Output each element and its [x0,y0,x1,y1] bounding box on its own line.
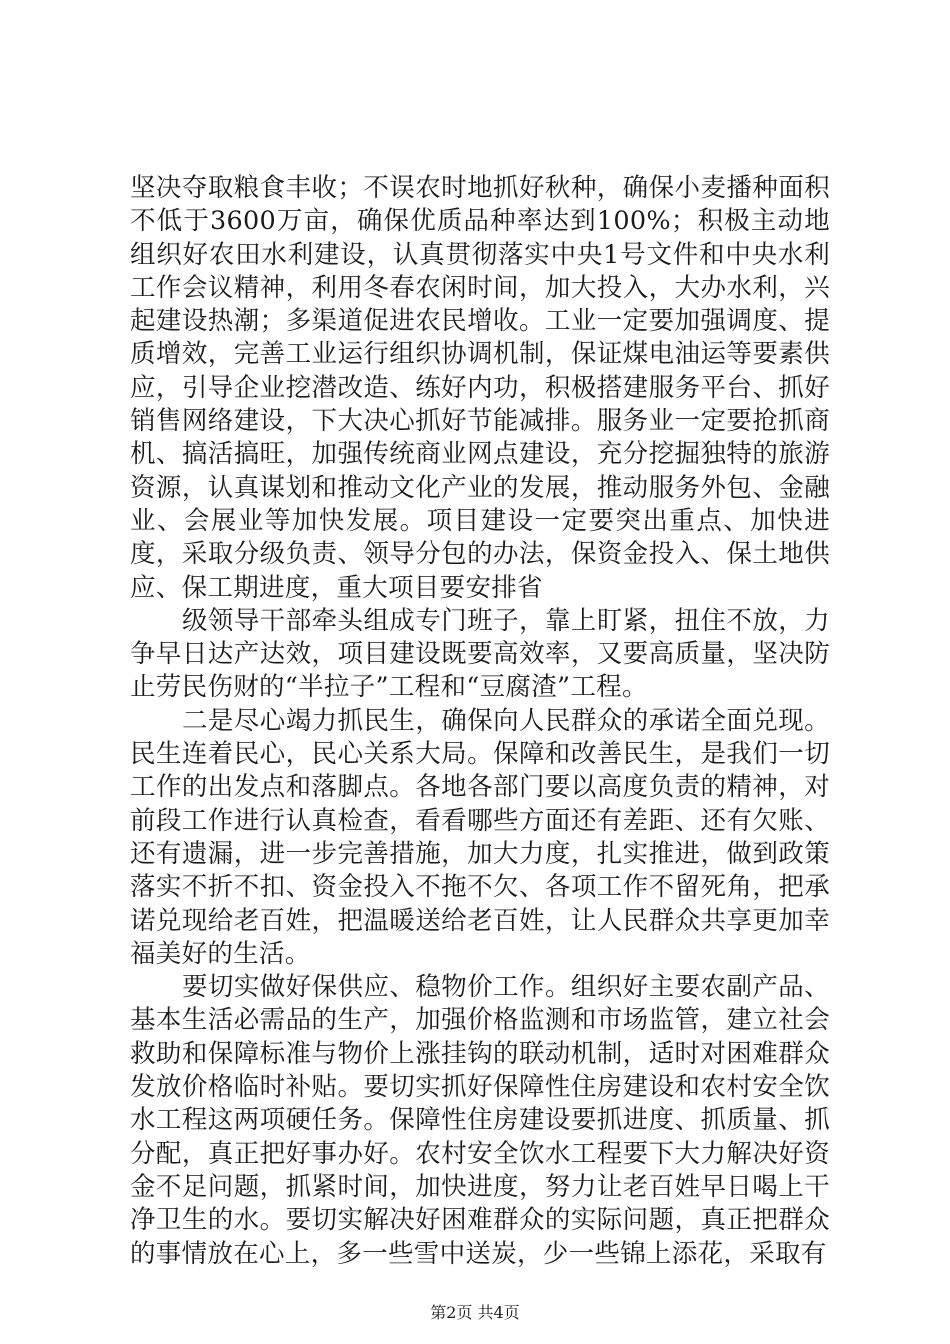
paragraph-1: 坚决夺取粮食丰收；不误农时地抓好秋种，确保小麦播种面积不低于3600万亩，确保优质品种率达到100%；积极主动地组织好农田水利建设，认真贯彻落实中央1号文件和中央水利工作会议精神，利用冬春农闲时间，加大投入，大办水利，兴起建设热潮；多渠道促进农民增收。工业一定要加强调度、提质增效，完善工业运行组织协调机制，保证煤电油运等要素供应，引导企业挖潜改造、练好内功，积极搭建服务平台、抓好销售网络建设，下大决心抓好节能减排。服务业一定要抢抓商机、搞活搞旺，加强传统商业网点建设，充分挖掘独特的旅游资源，认真谋划和推动文化产业的发展，推动服务外包、金融业、会展业等加快发展。项目建设一定要突出重点、加快进度，采取分级负责、领导分包的办法，保资金投入、保土地供应、保工期进度，重大项目要安排省 [130,173,830,603]
paragraph-2: 级领导干部牵头组成专门班子，靠上盯紧，扭住不放，力争早日达产达效，项目建设既要高效率，又要高质量，坚决防止劳民伤财的“半拉子”工程和“豆腐渣”工程。 [130,605,830,703]
paragraph-3: 二是尽心竭力抓民生，确保向人民群众的承诺全面兑现。民生连着民心，民心关系大局。保障和改善民生，是我们一切工作的出发点和落脚点。各地各部门要以高度负责的精神，对前段工作进行认真检查，看看哪些方面还有差距、还有欠账、还有遗漏，进一步完善措施，加大力度，扎实推进，做到政策落实不折不扣、资金投入不拖不欠、各项工作不留死角，把承诺兑现给老百姓，把温暖送给老百姓，让人民群众共享更加幸福美好的生活。 [130,705,830,969]
document-body [130,172,830,1271]
page-number-footer: 第2页 共4页 [430,1303,520,1322]
paragraph-4: 要切实做好保供应、稳物价工作。组织好主要农副产品、基本生活必需品的生产，加强价格监测和市场监管，建立社会救助和保障标准与物价上涨挂钩的联动机制，适时对困难群众发放价格临时补贴。要切实抓好保障性住房建设和农村安全饮水工程这两项硬任务。保障性住房建设要抓进度、抓质量、抓分配，真正把好事办好。农村安全饮水工程要下大力解决好资金不足问题，抓紧时间，加快进度，努力让老百姓早日喝上干净卫生的水。要切实解决好困难群众的实际问题，真正把群众的事情放在心上，多一些雪中送炭，少一些锦上添花，采取有 [130,972,830,1269]
